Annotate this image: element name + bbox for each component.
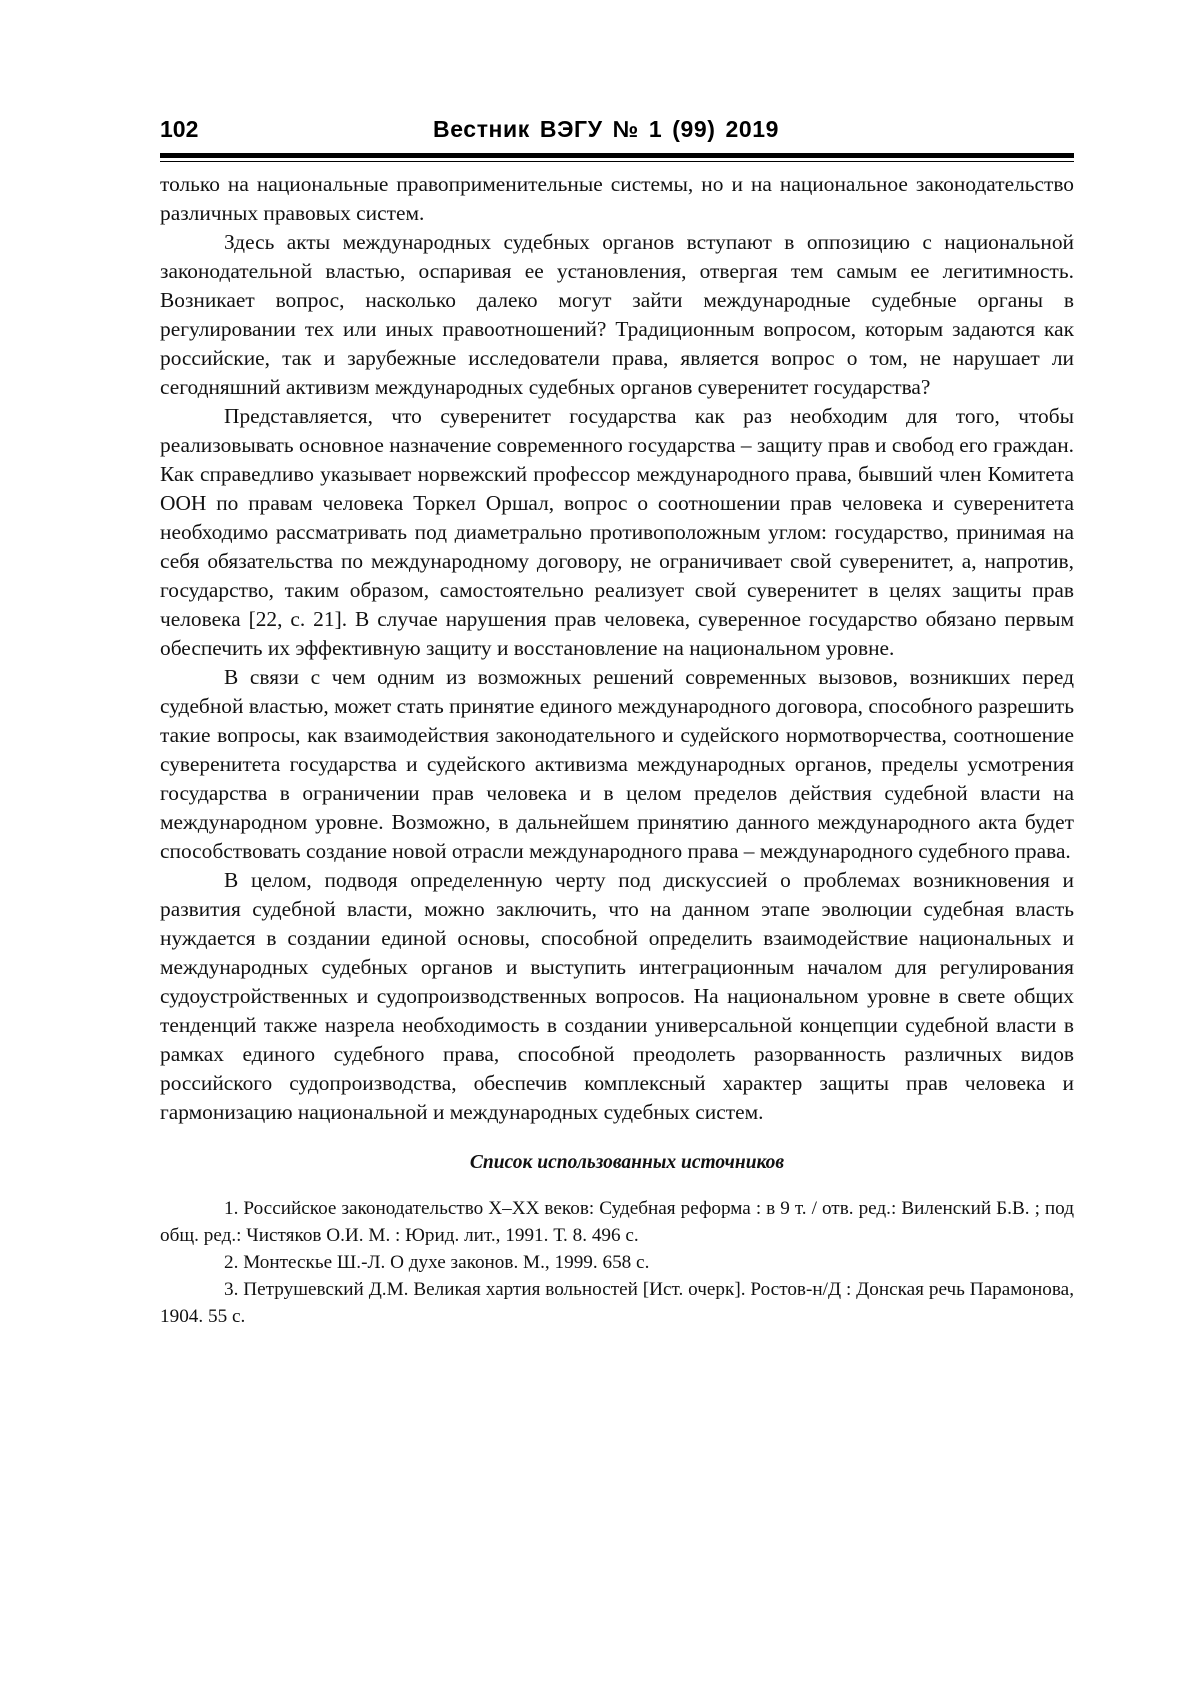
header-rule-thin [160,161,1074,162]
running-header [160,106,1074,146]
paragraph: В целом, подводя определенную черту под дискуссией о проблемах возникновения и развития судебной власти, можно заключить, что на данном этапе эволюции судебная власть нуждается в создании единой основы, способной определить взаимодействие национальных и международных судебных органов и выступить интеграционным началом для регулирования судоустройственных и судопроизводственных вопросов. На национальном уровне в свете общих тенденций также назрела необходимость в создании универсальной концепции судебной власти в рамках единого судебного права, способной преодолеть разорванность различных видов российского судопроизводства, обеспечив комплексный характер защиты прав человека и гармонизацию национальной и международных судебных систем. [160,868,1074,1124]
references-list [160,1195,1074,1330]
paragraph: Представляется, что суверенитет государства как раз необходим для того, чтобы реализовывать основное назначение современного государства – защиту прав и свобод его граждан. Как справедливо указывает норвежский профессор международного права, бывший член Комитета ООН по правам человека Торкел Оршал, вопрос о соотношении прав человека и суверенитета необходимо рассматривать под диаметрально противоположным углом: государство, принимая на себя обязательства по международному договору, не ограничивает свой суверенитет, а, напротив, государство, таким образом, самостоятельно реализует свой суверенитет в целях защиты прав человека [22, с. 21]. В случае нарушения прав человека, суверенное государство обязано первым обеспечить их эффективную защиту и восстановление на национальном уровне. [160,404,1074,660]
journal-page [160,106,1074,1330]
page-number: 102 [160,116,199,142]
paragraph: В связи с чем одним из возможных решений современных вызовов, возникших перед судебной властью, может стать принятие единого международного договора, способного разрешить такие вопросы, как взаимодействия законодательного и судейского нормотворчества, соотношение суверенитета государства и судейского активизма международных органов, пределы усмотрения государства в ограничении прав человека и в целом пределов действия судебной власти на международном уровне. Возможно, в дальнейшем принятию данного международного акта будет способствовать создание новой отрасли международного права – международного судебного права. [160,665,1074,863]
paragraph-continuation: только на национальные правоприменительные системы, но и на национальное законодательство различных правовых систем. [160,172,1074,225]
reference-item: 1. Российское законодательство X–XX веков: Судебная реформа : в 9 т. / отв. ред.: Виленский Б.В. ; под общ. ред.: Чистяков О.И. М. : Юрид. лит., 1991. Т. 8. 496 с. [160,1198,1074,1246]
header-rule-thick [160,153,1074,158]
article-body [160,170,1074,1127]
journal-title: Вестник ВЭГУ № 1 (99) 2019 [433,116,780,142]
reference-item: 3. Петрушевский Д.М. Великая хартия вольностей [Ист. очерк]. Ростов-н/Д : Донская речь Парамонова, 1904. 55 с. [160,1279,1074,1327]
paragraph: Здесь акты международных судебных органов вступают в оппозицию с национальной законодательной властью, оспаривая ее установления, отвергая тем самым ее легитимность. Возникает вопрос, насколько далеко могут зайти международные судебные органы в регулировании тех или иных правоотношений? Традиционным вопросом, которым задаются как российские, так и зарубежные исследователи права, является вопрос о том, не нарушает ли сегодняшний активизм международных судебных органов суверенитет государства? [160,230,1074,399]
references-heading: Список использованных источников [469,1152,785,1173]
reference-item: 2. Монтескье Ш.-Л. О духе законов. М., 1999. 658 с. [224,1252,650,1273]
